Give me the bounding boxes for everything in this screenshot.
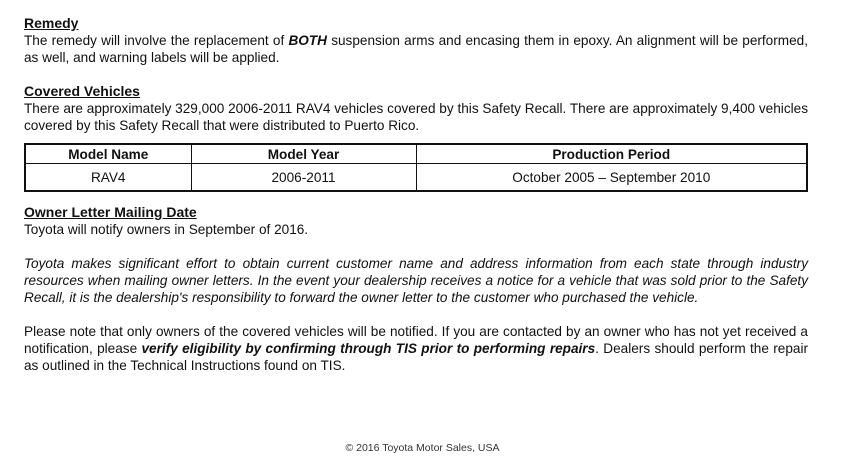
header-production-period: Production Period (416, 144, 807, 164)
table-row (25, 164, 807, 192)
cell-model-name: RAV4 (25, 164, 191, 192)
remedy-text (24, 32, 808, 66)
cell-model-year: 2006-2011 (191, 164, 416, 192)
remedy-section (24, 15, 808, 66)
remedy-emphasis: BOTH (288, 33, 327, 48)
header-model-name: Model Name (25, 144, 191, 164)
covered-vehicles-heading: Covered Vehicles (24, 83, 140, 99)
owner-letter-notice (24, 323, 808, 374)
covered-vehicles-section (24, 83, 808, 134)
remedy-text-start: The remedy will involve the replacement of (24, 33, 289, 48)
covered-vehicles-text: There are approximately 329,000 2006-2011 RAV4 vehicles covered by this Safety Recall. There are approximately 9,400 vehicles covered by this Safety Recall that were distributed to Puerto Rico. (24, 101, 808, 133)
cell-production-period: October 2005 – September 2010 (416, 164, 807, 192)
table-header-row (25, 144, 807, 164)
remedy-heading: Remedy (24, 15, 79, 31)
notice-start: Please note that only owners of the covered vehicles will be notified. If you are contacted by an owner who has not yet received a notification, please (24, 324, 808, 356)
copyright-footer: © 2016 Toyota Motor Sales, USA (345, 442, 500, 454)
header-model-year: Model Year (191, 144, 416, 164)
notice-end: . Dealers should perform the repair as outlined in the Technical Instructions found on TIS. (24, 341, 809, 373)
owner-letter-italic-note: Toyota makes significant effort to obtain current customer name and address information from each state through industry resources when mailing owner letters. In the event your dealership receives a notice for a vehicle that was sold prior to the Safety Recall, it is the dealership's responsibility to forward the owner letter to the customer who purchased the vehicle. (24, 256, 808, 305)
remedy-text-end: suspension arms and encasing them in epoxy. An alignment will be performed, as well, and warning labels will be applied. (24, 33, 808, 65)
vehicle-table (24, 143, 808, 192)
notice-emphasis: verify eligibility by confirming through TIS prior to performing repairs (141, 341, 596, 356)
owner-letter-heading: Owner Letter Mailing Date (24, 204, 197, 220)
document-page (24, 15, 808, 374)
owner-letter-section (24, 204, 808, 374)
owner-letter-text: Toyota will notify owners in September of 2016. (24, 222, 309, 237)
